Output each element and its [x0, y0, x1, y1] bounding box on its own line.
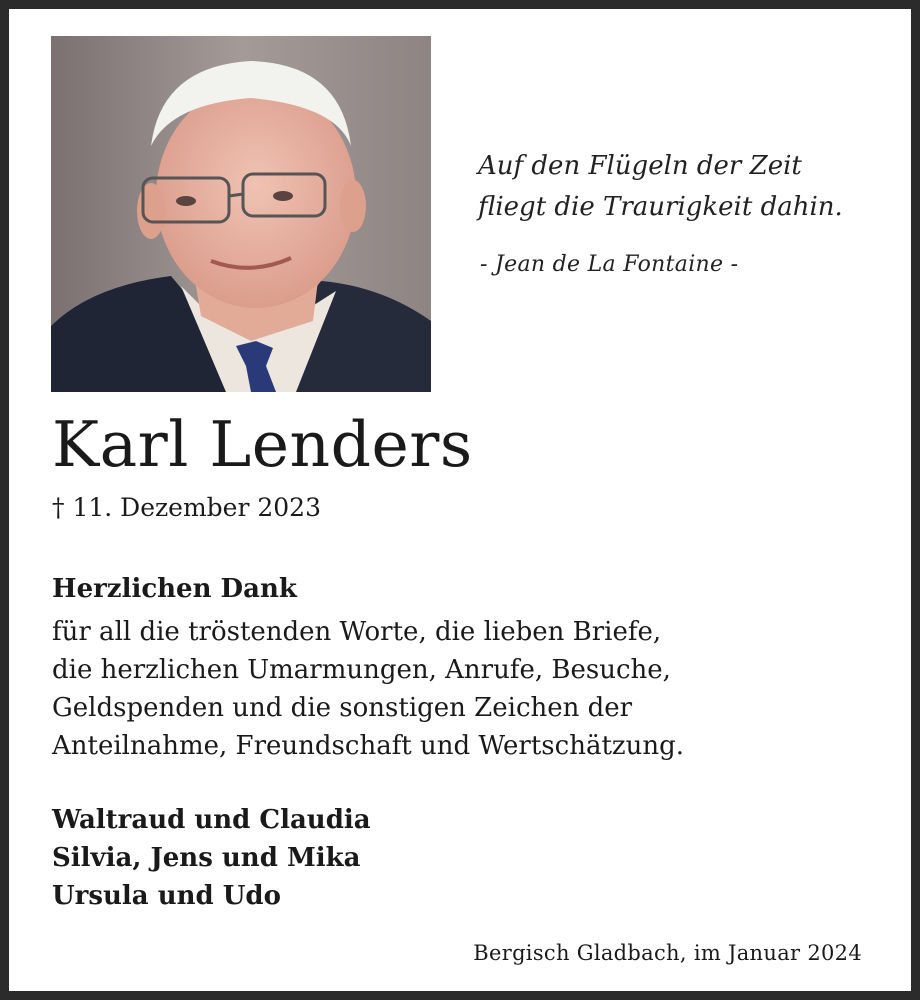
quote-author: - Jean de La Fontaine -: [480, 252, 739, 277]
family-line: Silvia, Jens und Mika: [52, 843, 361, 873]
portrait-photo: [51, 36, 431, 392]
family-line: Ursula und Udo: [52, 881, 281, 911]
quote-line: Auf den Flügeln der Zeit: [478, 151, 802, 181]
thanks-line: die herzlichen Umarmungen, Anrufe, Besuche,: [52, 655, 671, 685]
thanks-heading: Herzlichen Dank: [52, 574, 297, 604]
place-date: Bergisch Gladbach, im Januar 2024: [473, 941, 862, 965]
death-date: † 11. Dezember 2023: [52, 493, 321, 522]
quote: [478, 146, 878, 228]
family-line: Waltraud und Claudia: [52, 805, 371, 835]
thanks-line: für all die tröstenden Worte, die lieben Briefe,: [52, 617, 662, 647]
thanks-body: [52, 613, 684, 765]
thanks-line: Anteilnahme, Freundschaft und Wertschätzung.: [52, 731, 684, 761]
quote-line: fliegt die Traurigkeit dahin.: [478, 192, 843, 222]
deceased-name: Karl Lenders: [52, 408, 473, 481]
thanks-line: Geldspenden und die sonstigen Zeichen der: [52, 693, 633, 723]
family-signatures: [52, 801, 371, 915]
